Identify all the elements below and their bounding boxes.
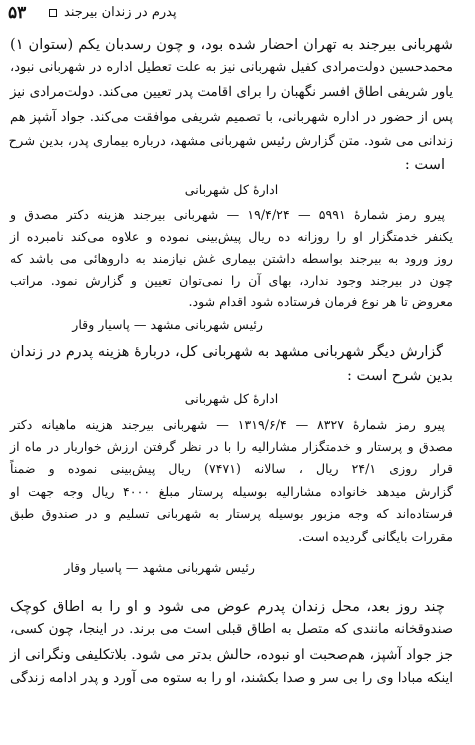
report2-title: ادارهٔ کل شهربانی bbox=[184, 391, 279, 406]
intro-line: یاور شریفی اطاق افسر نگهبان را برای اقامت پدر تعیین می‌کند. دولت‌مرادی نیز bbox=[10, 85, 453, 100]
report2-line: فرستاده‌اند که وجه مزبور بوسیله پرستار به شهربانی تسلیم و در صندوق طبق bbox=[10, 506, 453, 521]
intro-line: شهربانی بیرجند به تهران احضار شده بود، و چون رسدبان یکم (ستوان ۱) bbox=[10, 36, 453, 53]
report1-line: روز ورود به بیرجند بواسطه داشتن بیماری غش نیازمند به داروهائی می باشد که bbox=[10, 251, 453, 266]
report2-signature: رئیس شهربانی مشهد — پاسیار وقار bbox=[64, 560, 255, 575]
report1-line: یکنفر خدمتگزار او را روزانه ده ریال پیش‌بینی نموده و علاوه می‌کند نامبرده از bbox=[10, 229, 453, 244]
closing-line: صندوقخانه مانندی که متصل به اطاق قبلی است می برند. در اینجا، چون کسی، bbox=[10, 622, 453, 637]
report2-line: پیرو رمز شمارهٔ ۸۳۲۷ — ۱۳۱۹/۶/۴ — شهربانی بیرجند هزینه ماهیانه دکتر bbox=[10, 417, 445, 432]
middle-line: بدین شرح است : bbox=[346, 367, 453, 384]
report2-line: مصدق و پرستار و خدمتگزار مشارالیه را با در نظر گرفتن ارزش خواربار در ماه از bbox=[10, 439, 453, 454]
closing-line: جز جواد آشپز، هم‌صحبت او نبوده، حالش بدتر می شود. بلاتکلیفی ونگرانی از bbox=[10, 647, 453, 663]
middle-line: گزارش دیگر شهربانی مشهد به شهربانی کل، دربارهٔ هزینه پدرم در زندان bbox=[10, 344, 443, 360]
report2-line: قرار روزی ۲۴/۱ ریال ، سالانه (۷۴۷۱) ریال پیش‌بینی نموده و ضمناً bbox=[10, 461, 453, 476]
report1-line: چون در بیرجند وجود ندارد، بهای آن را نمی‌توان تعیین و گزارش نمود. مراتب bbox=[10, 273, 453, 288]
closing-line: اینکه مبادا وی را بی سر و صدا بکشند، او را به ستوه می آورد و پدر ادامه زندگی bbox=[10, 671, 453, 686]
intro-line: محمدحسین دولت‌مرادی کفیل شهربانی نیز به علت تعطیل اداره در شهربانی نبود، bbox=[10, 60, 453, 75]
page-header bbox=[8, 3, 449, 25]
header-square-ornament bbox=[49, 9, 57, 17]
closing-line: چند روز بعد، محل زندان پدرم عوض می شود و او را به اطاق کوچک bbox=[10, 598, 445, 615]
report1-line: معروض تا هر نوع فرمان فرستاده شود اقدام شود. bbox=[188, 294, 453, 309]
intro-line: زندانی می شود. متن گزارش رئیس شهربانی مشهد، درباره بیماری پدر، بدین شرح bbox=[8, 134, 453, 149]
intro-line: پس از حضور در اداره شهربانی، با تصمیم شریفی موافقت می‌کند. جواد آشپز هم bbox=[10, 110, 453, 125]
page-number: ۵۳ bbox=[8, 3, 27, 23]
running-title: پدرم در زندان بیرجند bbox=[64, 5, 177, 20]
report2-line: مقررات بایگانی گردیده است. bbox=[298, 529, 453, 544]
report1-line: پیرو رمز شمارهٔ ۵۹۹۱ — ۱۹/۴/۲۴ — شهربانی بیرجند هزینه دکتر مصدق و bbox=[10, 207, 445, 222]
report2-line: گزارش میدهد خانواده مشارالیه بوسیله پرستار مبلغ ۴۰۰۰ ریال وجه جهت او bbox=[10, 484, 453, 499]
intro-line: است : bbox=[404, 156, 445, 173]
report1-title: ادارهٔ کل شهربانی bbox=[184, 182, 279, 197]
report1-signature: رئیس شهربانی مشهد — پاسیار وقار bbox=[72, 317, 263, 332]
